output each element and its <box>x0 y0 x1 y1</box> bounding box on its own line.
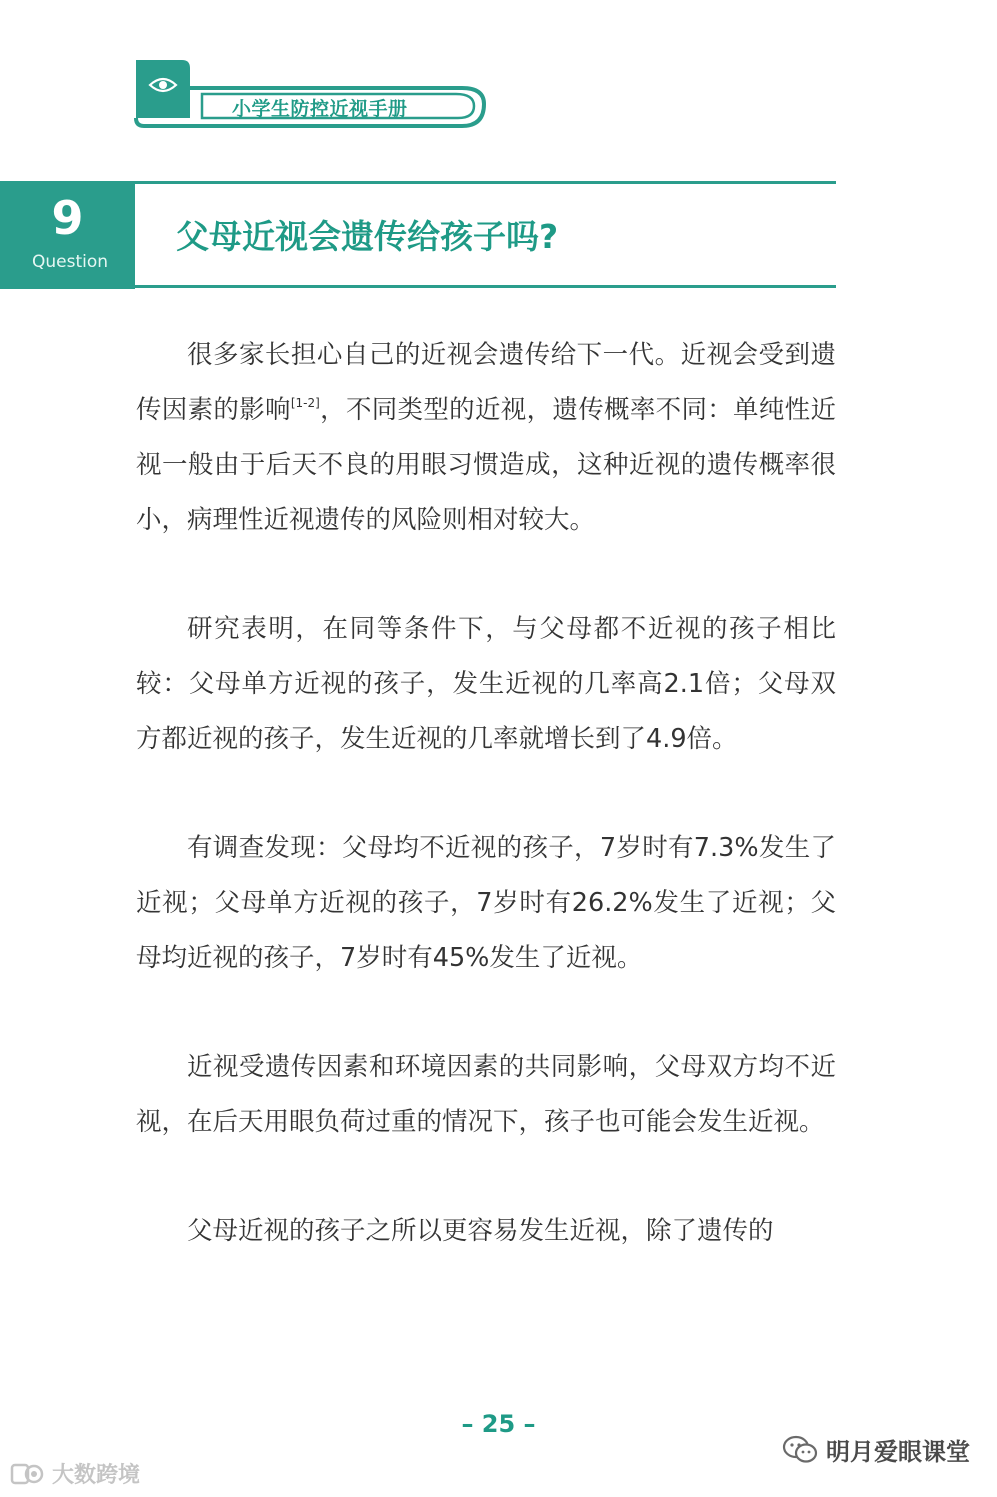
question-title: 父母近视会遗传给孩子吗? <box>176 217 559 256</box>
watermark-left <box>10 1458 140 1489</box>
header-rule-bottom <box>135 285 836 288</box>
article-body <box>136 328 836 1313</box>
booklet-title: 小学生防控近视手册 <box>232 98 408 120</box>
paragraph-2: 研究表明，在同等条件下，与父母都不近视的孩子相比较：父母单方近视的孩子，发生近视的几率高2.1倍；父母双方都近视的孩子，发生近视的几率就增长到了4.9倍。 <box>136 614 836 754</box>
page-number: – 25 – <box>461 1410 536 1438</box>
question-number-box <box>0 181 135 289</box>
question-number: 9 <box>51 191 84 245</box>
paragraph-1-text-b: ，不同类型的近视，遗传概率不同：单纯性近视一般由于后天不良的用眼习惯造成，这种近视的遗传概率很小，病理性近视遗传的风险则相对较大。 <box>136 395 836 535</box>
paragraph-1-text-a: 很多家长担心自己的近视会遗传给下一代。近视会受到遗传因素的影响 <box>136 340 836 425</box>
question-header <box>0 181 836 289</box>
eye-icon <box>148 76 178 94</box>
paragraph-1 <box>136 328 836 548</box>
header-rule-top <box>135 181 836 184</box>
question-label: Question <box>31 252 109 272</box>
camera-logo-icon <box>10 1461 48 1487</box>
paragraph-3: 有调查发现：父母均不近视的孩子，7岁时有7.3%发生了近视；父母单方近视的孩子，7岁时有26.2%发生了近视；父母均近视的孩子，7岁时有45%发生了近视。 <box>136 833 836 973</box>
paragraph-5: 父母近视的孩子之所以更容易发生近视，除了遗传的 <box>187 1216 774 1246</box>
watermark-left-text: 大数跨境 <box>52 1463 141 1488</box>
citation-ref: [1-2] <box>290 396 320 410</box>
wechat-logo-icon <box>782 1435 818 1465</box>
paragraph-4: 近视受遗传因素和环境因素的共同影响，父母双方均不近视，在后天用眼负荷过重的情况下，孩子也可能会发生近视。 <box>136 1052 836 1137</box>
watermark-right-text: 明月爱眼课堂 <box>826 1438 970 1466</box>
booklet-badge <box>132 60 492 132</box>
watermark-right <box>782 1432 970 1467</box>
